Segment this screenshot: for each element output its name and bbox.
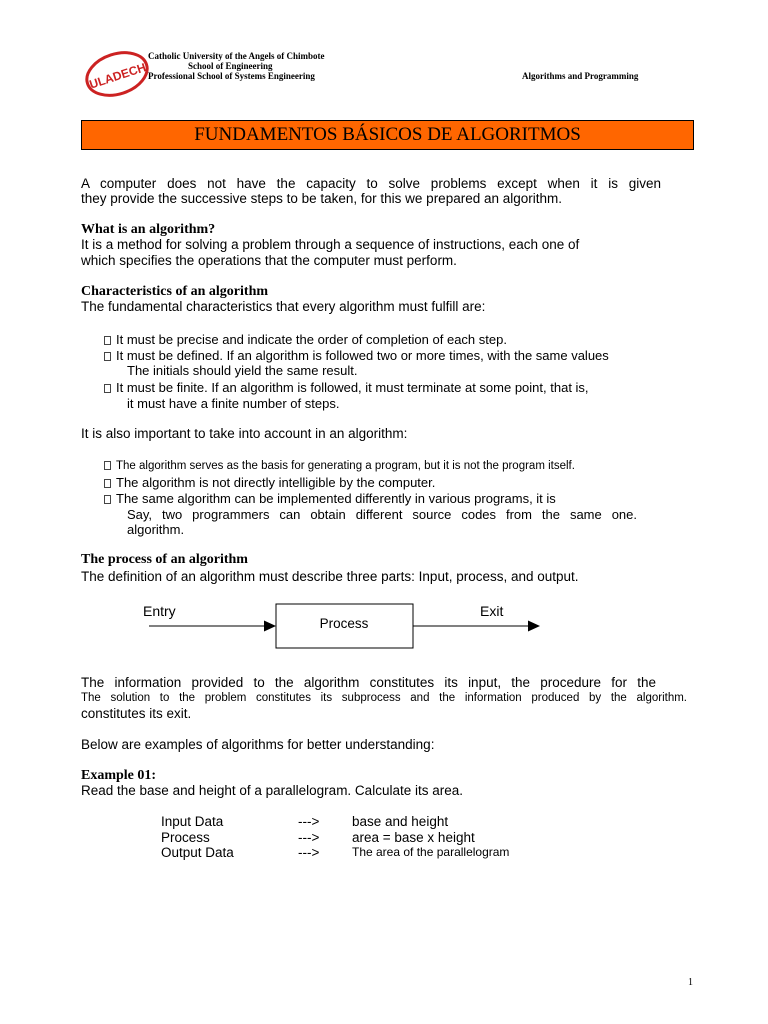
bullet-box-icon [104,461,111,470]
bullet-box-icon [104,479,111,488]
row-arrow: ---> [298,814,320,829]
exit-arrow-head [528,621,540,632]
characteristic-bullet-2: It must be defined. If an algorithm is followed two or more times, with the same values [104,348,680,364]
important-bullet-2: The algorithm is not directly intelligible by the computer. [104,475,435,491]
row-value: area = base x height [352,829,475,845]
important-bullet-3: The same algorithm can be implemented differently in various programs, it is [104,491,556,507]
example01-statement: Read the base and height of a parallelogram. Calculate its area. [81,783,463,798]
important-bullet-3-cont-2: algorithm. [127,522,185,537]
process-diagram [140,596,550,659]
header-school: School of Engineering [188,61,273,71]
characteristics-heading: Characteristics of an algorithm [81,284,269,299]
info-line-2: The solution to the problem constitutes its subprocess and the information produced by the algorithm. [81,692,687,704]
title-box [81,120,694,150]
table-row [161,814,509,830]
important-bullet-1: The algorithm serves as the basis for generating a program, but it is not the program itself. [104,459,575,475]
important-bullet-3-cont-1: Say, two programmers can obtain different source codes from the same one. [127,507,637,522]
intro-line-1: A computer does not have the capacity to solve problems except when it is given [81,176,661,191]
entry-label: Entry [143,603,176,619]
row-arrow: ---> [298,829,320,845]
characteristic-bullet-3: It must be finite. If an algorithm is followed, it must terminate at some point, that is, [104,380,589,396]
logo-text: ULADECH [87,60,148,92]
row-label: Process [161,829,210,845]
table-row [161,830,509,846]
process-intro: The definition of an algorithm must describe three parts: Input, process, and output. [81,569,579,584]
exit-label: Exit [480,603,504,619]
header-university: Catholic University of the Angels of Chimbote [148,51,325,61]
characteristic-bullet-2-cont: The initials should yield the same result. [127,363,358,378]
what-heading: What is an algorithm? [81,222,216,237]
bullet-box-icon [104,352,111,361]
what-line-1: It is a method for solving a problem through a sequence of instructions, each one of [81,237,580,252]
table-row [161,845,509,861]
process-label: Process [319,616,369,631]
info-line-1: The information provided to the algorithm constitutes its input, the procedure for the [81,675,656,690]
characteristics-intro: The fundamental characteristics that every algorithm must fulfill are: [81,299,486,314]
row-arrow: ---> [298,845,320,860]
example01-heading: Example 01: [81,768,157,783]
intro-line-2: they provide the successive steps to be taken, for this we prepared an algorithm. [81,191,563,206]
row-label: Input Data [161,814,224,829]
page-title: FUNDAMENTOS BÁSICOS DE ALGORITMOS [194,124,581,145]
page-number: 1 [688,977,693,988]
bullet-box-icon [104,495,111,504]
examples-intro: Below are examples of algorithms for better understanding: [81,737,435,752]
process-heading: The process of an algorithm [81,552,248,567]
info-line-3: constitutes its exit. [81,706,192,721]
header-professional-school: Professional School of Systems Engineering [148,71,315,81]
university-logo [84,51,150,102]
row-value: base and height [352,814,449,829]
bullet-box-icon [104,336,111,345]
example01-table [161,814,509,861]
characteristic-bullet-3-cont: it must have a finite number of steps. [127,396,340,411]
row-label: Output Data [161,845,234,860]
what-line-2: which specifies the operations that the computer must perform. [81,253,457,268]
entry-arrow-head [264,621,276,632]
important-intro: It is also important to take into account in an algorithm: [81,426,408,441]
row-value: The area of the parallelogram [352,845,510,859]
header-course: Algorithms and Programming [522,71,639,81]
characteristic-bullet-1: It must be precise and indicate the order of completion of each step. [104,332,507,348]
bullet-box-icon [104,384,111,393]
